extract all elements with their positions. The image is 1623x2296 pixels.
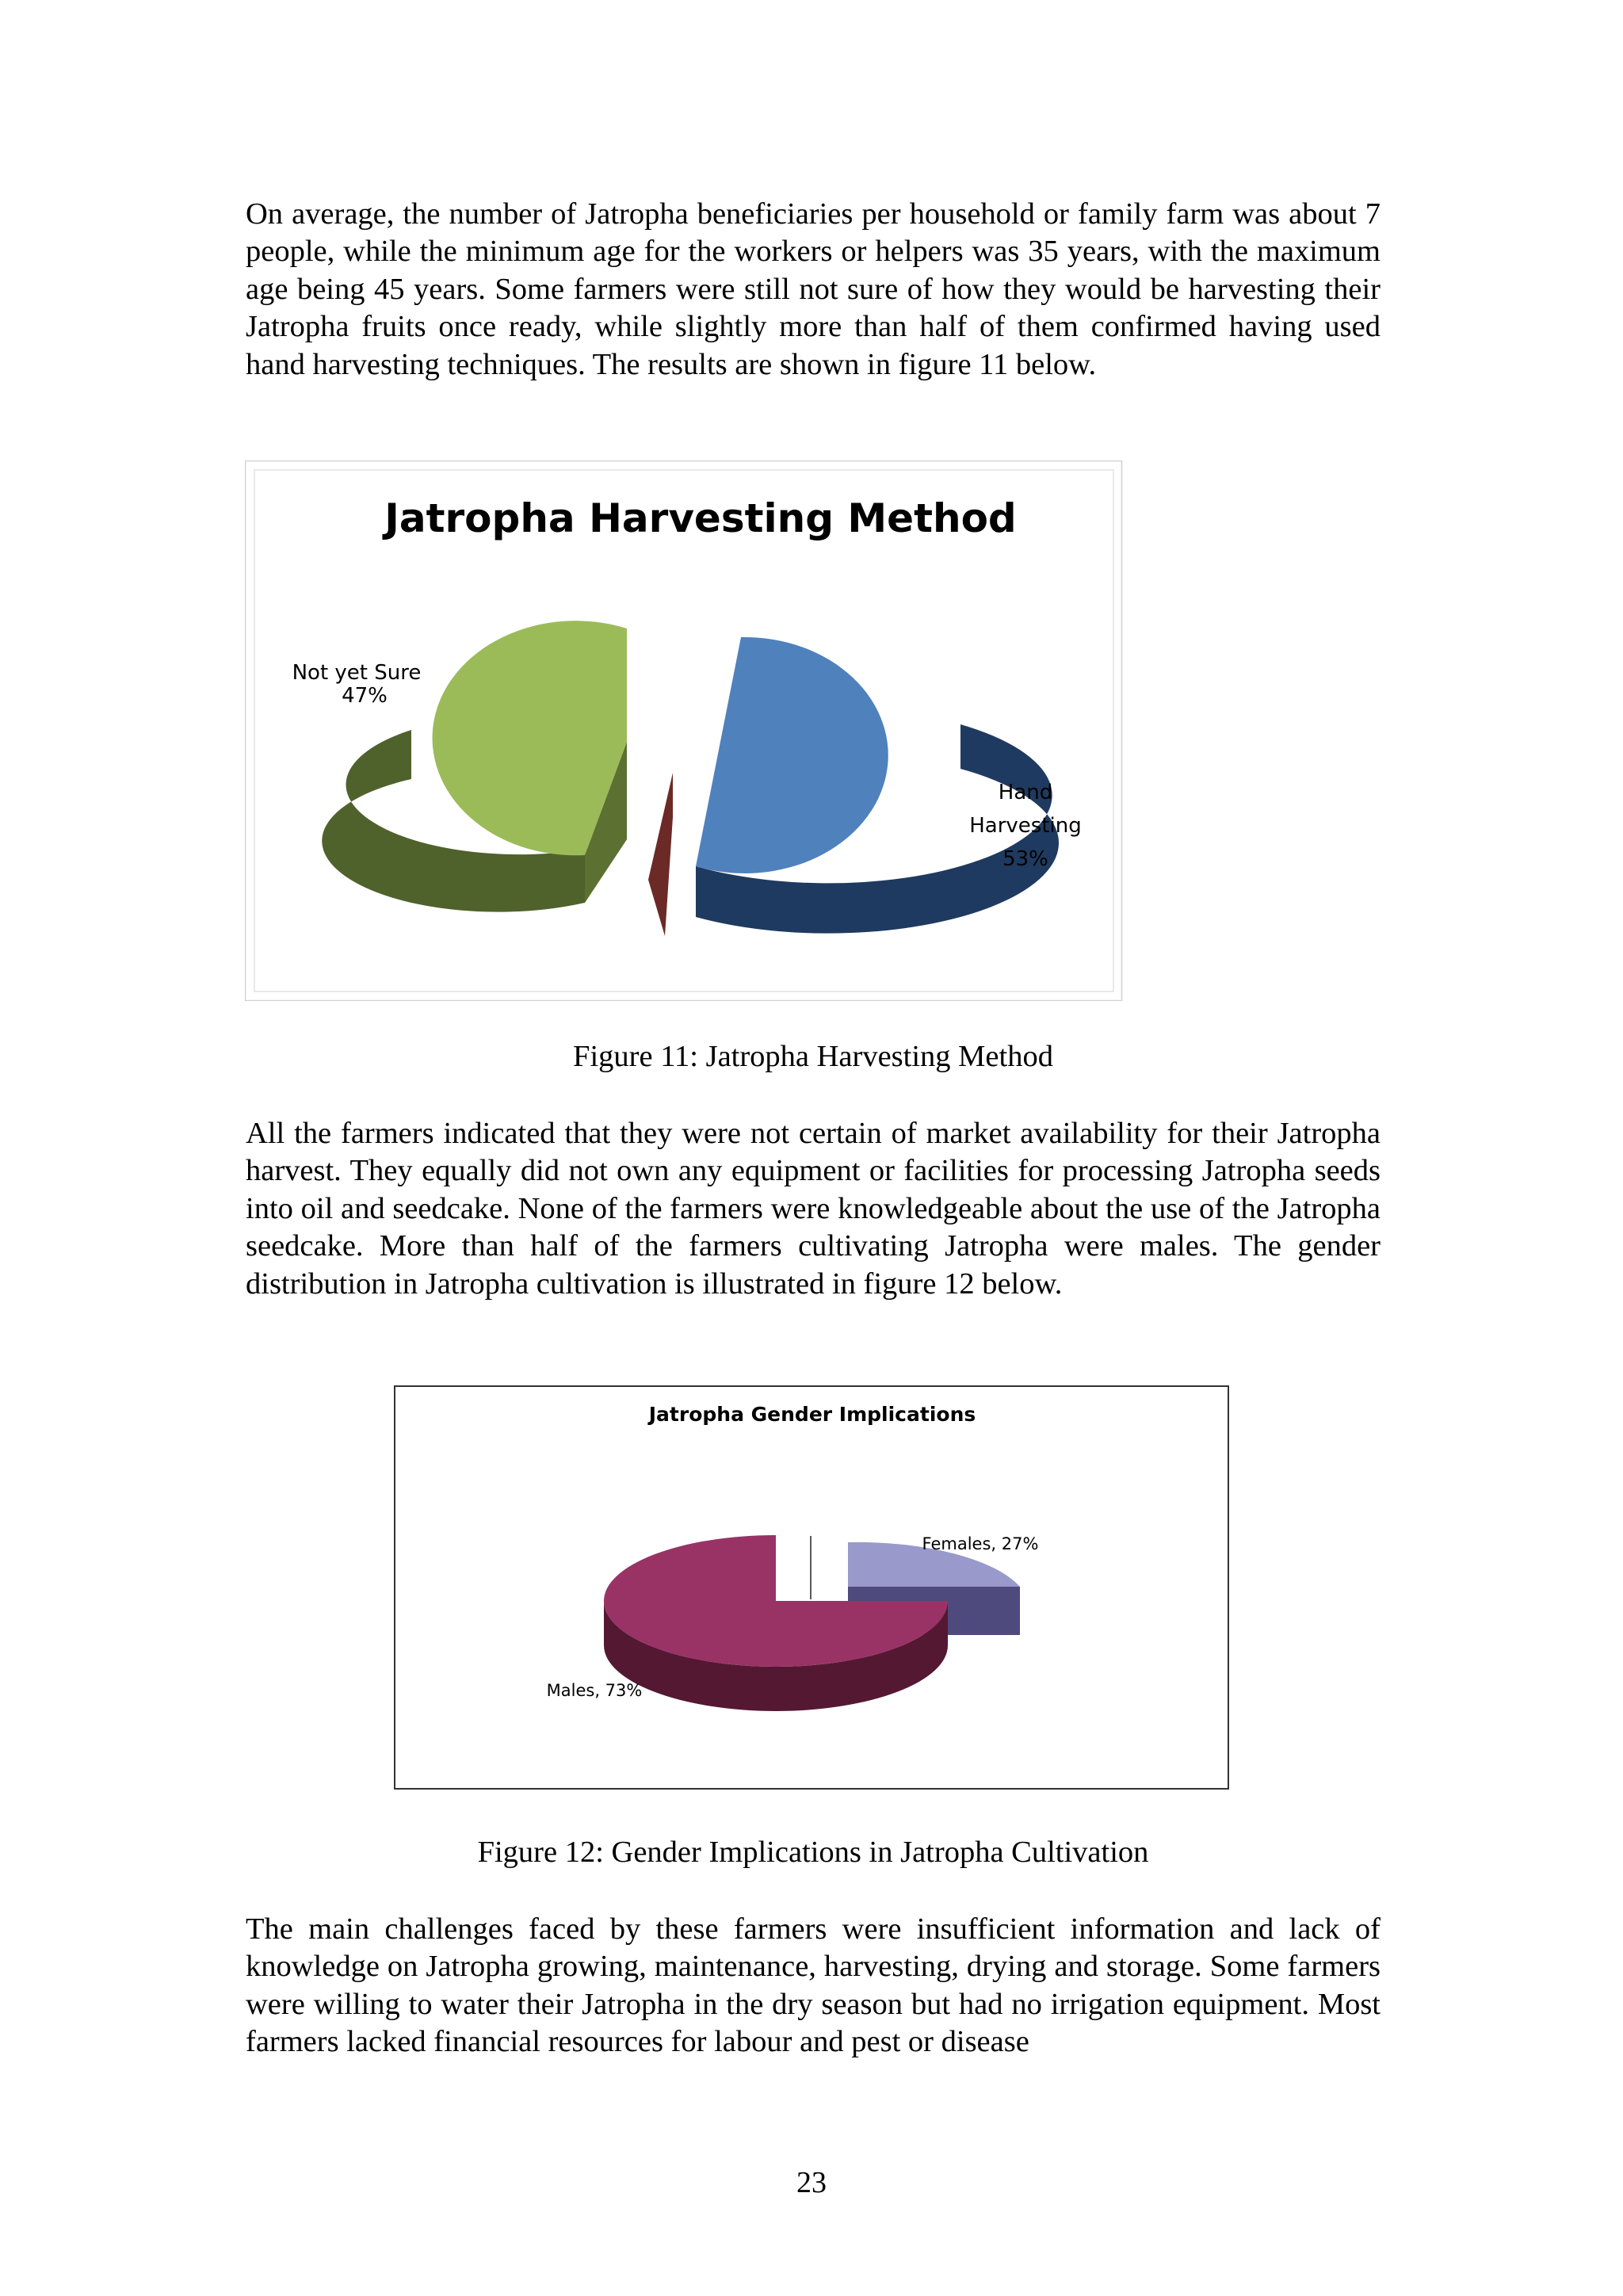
label-males: Males, 73% xyxy=(546,1681,643,1700)
label-hand: Hand xyxy=(998,781,1053,804)
page-number: 23 xyxy=(796,2166,827,2199)
chart1-title: Jatropha Harvesting Method xyxy=(384,495,1017,541)
chart2-title: Jatropha Gender Implications xyxy=(648,1403,976,1426)
chart-harvesting-method xyxy=(245,460,1123,1001)
chart-gender-implications xyxy=(394,1385,1229,1790)
label-not-sure-value: 47% xyxy=(342,684,388,708)
figure-12-caption: Figure 12: Gender Implications in Jatropha Cultivation xyxy=(477,1836,1149,1869)
paragraph-intro: On average, the number of Jatropha beneficiaries per household or family farm was about 7 people, while the minimum age for the workers or helpers was 35 years, with the maximum age being 45 years. Some farmers were still not sure of how they would be harvesting their Jatropha fruits once ready, while slightly more than half of them confirmed having used hand harvesting techniques. The results are shown in figure 11 below. xyxy=(246,197,1381,381)
label-not-sure: Not yet Sure xyxy=(292,661,422,685)
label-females: Females, 27% xyxy=(922,1534,1039,1553)
paragraph-challenges: The main challenges faced by these farmers were insufficient information and lack of knowledge on Jatropha growing, maintenance, harvesting, drying and storage. Some farmers were willing to water their Jatropha in the dry season but had no irrigation equipment. Most farmers lacked financial resources for labour and pest or disease xyxy=(246,1912,1381,2059)
label-hand-value: 53% xyxy=(1002,847,1048,871)
figure-11-caption: Figure 11: Jatropha Harvesting Method xyxy=(573,1040,1053,1073)
paragraph-market: All the farmers indicated that they were not certain of market availability for their Jatropha harvest. They equally did not own any equipment or facilities for processing Jatropha seeds into oil and seedcake. None of the farmers were knowledgeable about the use of the Jatropha seedcake. More than half of the farmers cultivating Jatropha were males. The gender distribution in Jatropha cultivation is illustrated in figure 12 below. xyxy=(246,1117,1381,1301)
label-harvesting: Harvesting xyxy=(969,814,1082,838)
